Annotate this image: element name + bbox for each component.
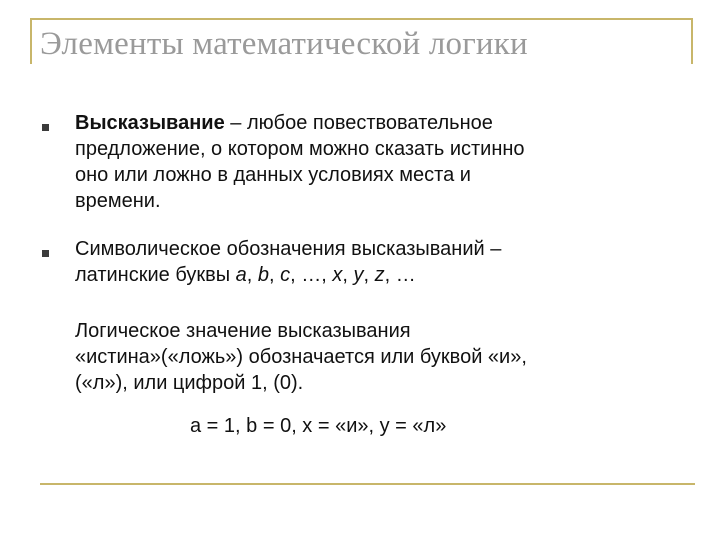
frame-right-line [691, 18, 693, 64]
bullet2-line2 [75, 262, 695, 288]
separator: , [321, 264, 333, 286]
term-statement: Высказывание [75, 112, 225, 134]
var-z: z [374, 264, 385, 286]
bullet1-line4: времени. [75, 190, 161, 212]
square-bullet-icon [42, 250, 49, 257]
separator: , [246, 264, 258, 286]
note-line1: Логическое значение высказывания [75, 320, 411, 342]
ellipsis: … [301, 264, 322, 286]
separator: , [269, 264, 281, 286]
bullet1-line1-rest: – любое повествовательное [224, 112, 493, 134]
slide-title: Элементы математической логики [40, 26, 528, 62]
bullet-statement-definition [75, 110, 695, 214]
separator: , [290, 264, 302, 286]
var-x: x [332, 264, 343, 286]
bullet2-line2-prefix: латинские буквы [75, 264, 236, 286]
frame-left-line [30, 18, 32, 64]
separator: , [363, 264, 375, 286]
bullet2-line2-end: , … [384, 264, 416, 286]
var-c: c [280, 264, 291, 286]
bullet1-line1 [75, 110, 695, 136]
bullet2-line1: Символическое обозначения высказываний – [75, 238, 502, 260]
separator: , [342, 264, 354, 286]
note-line2: «истина»(«ложь») обозначается или буквой «и», [75, 346, 527, 368]
var-y: y [353, 264, 364, 286]
frame-top-line [30, 18, 693, 20]
note-line3: («л»), или цифрой 1, (0). [75, 372, 304, 394]
bullet1-line3: оно или ложно в данных условиях места и [75, 164, 471, 186]
logical-value-note [75, 318, 695, 396]
example-formula: a = 1, b = 0, x = «и», y = «л» [190, 415, 447, 437]
var-a: a [235, 264, 247, 286]
var-b: b [257, 264, 270, 286]
frame-bottom-line [40, 483, 695, 485]
square-bullet-icon [42, 124, 49, 131]
bullet1-line2: предложение, о котором можно сказать истинно [75, 138, 525, 160]
bullet-symbolic-notation [75, 236, 695, 288]
